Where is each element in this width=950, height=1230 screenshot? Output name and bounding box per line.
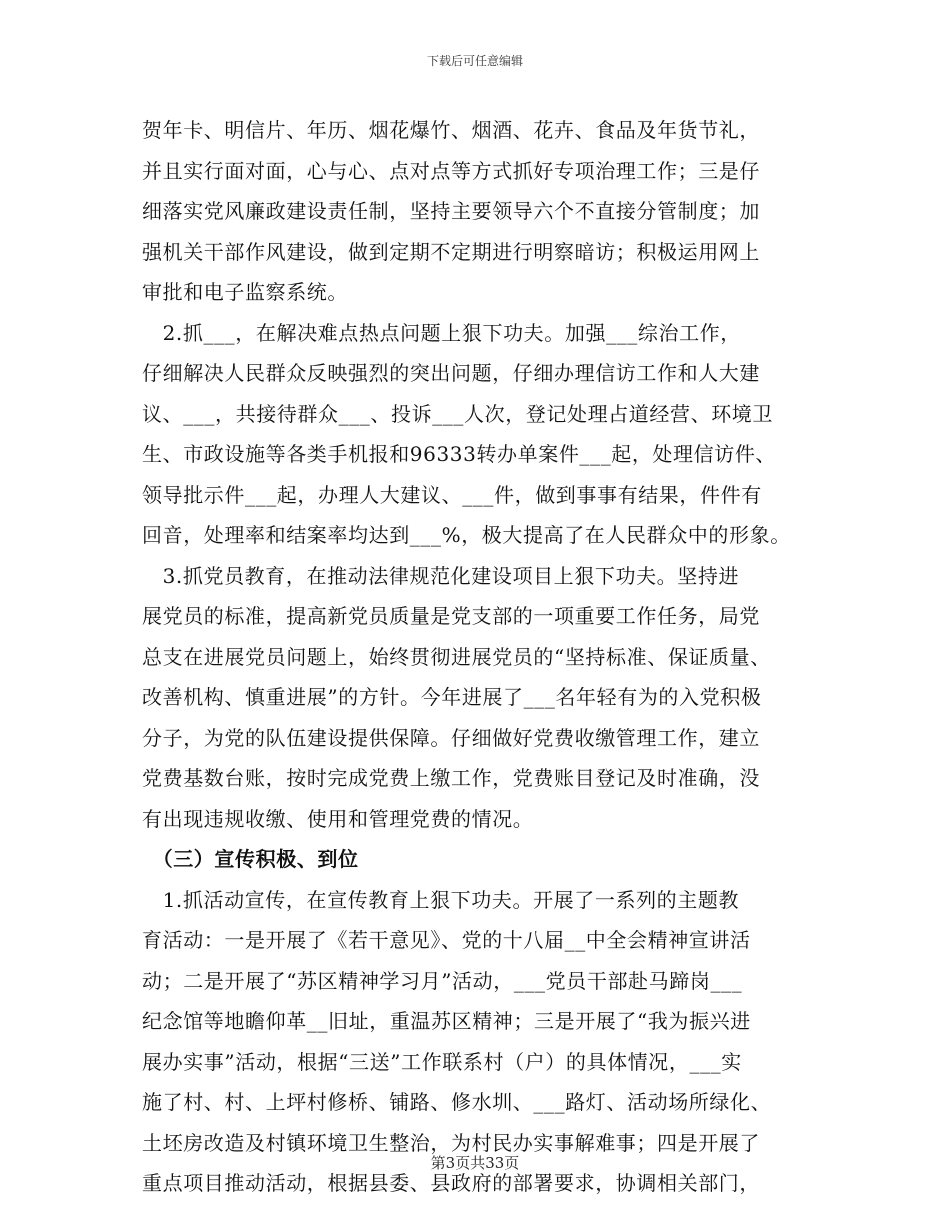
section-heading: （三）宣传积极、到位 — [142, 847, 359, 871]
text-line: 有出现违规收缴、使用和管理党费的情况。 — [142, 806, 534, 831]
text-line: 强机关干部作风建设，做到定期不定期进行明察暗访；积极运用网上 — [142, 239, 760, 264]
page-footer: 第3页共33页 — [430, 1154, 520, 1172]
text-line: 动；二是开展了“苏区精神学习月”活动，___党员干部赴马蹄岗___ — [142, 968, 743, 993]
text-line: 施了村、村、上坪村修桥、铺路、修水圳、___路灯、活动场所绿化、 — [142, 1090, 772, 1114]
text-line: 土坯房改造及村镇环境卫生整治，为村民办实事解难事；四是开展了 — [142, 1130, 760, 1155]
text-line: 纪念馆等地瞻仰革__旧址，重温苏区精神；三是开展了“我为振兴进 — [142, 1009, 751, 1033]
text-line: 重点项目推动活动，根据县委、县政府的部署要求，协调相关部门， — [142, 1171, 760, 1195]
text-line: 党费基数台账，按时完成党费上缴工作，党费账目登记及时准确，没 — [142, 766, 760, 790]
text-line: 分子，为党的队伍建设提供保障。仔细做好党费收缴管理工作，建立 — [142, 725, 760, 750]
text-line: 回音，处理率和结案率均达到___%，极大提高了在人民群众中的形象。 — [142, 523, 791, 547]
text-line: 仔细解决人民群众反映强烈的突出问题，仔细办理信访工作和人大建 — [142, 361, 760, 385]
text-line: 并且实行面对面，心与心、点对点等方式抓好专项治理工作；三是仔 — [142, 158, 760, 183]
text-line: 审批和电子监察系统。 — [142, 280, 348, 304]
document-body — [142, 110, 807, 1204]
text-line: 贺年卡、明信片、年历、烟花爆竹、烟酒、花卉、食品及年货节礼， — [142, 118, 760, 142]
text-line: 领导批示件___起，办理人大建议、___件，做到事事有结果，件件有 — [142, 482, 762, 507]
page-header: 下载后可任意编辑 — [426, 54, 523, 68]
text-line: 议、___，共接待群众___、投诉___人次，登记处理占道经营、环境卫 — [142, 401, 773, 426]
text-line: 细落实党风廉政建设责任制，坚持主要领导六个不直接分管制度；加 — [142, 199, 760, 223]
text-line: 展办实事”活动，根据“三送”工作联系村（户）的具体情况，___实 — [142, 1049, 742, 1074]
paragraph-start-line: 2.抓___，在解决难点热点问题上狠下功夫。加强___综治工作， — [142, 320, 741, 345]
text-line: 总支在进展党员问题上，始终贯彻进展党员的“坚持标准、保证质量、 — [142, 644, 771, 669]
text-line: 生、市政设施等各类手机报和96333转办单案件___起，处理信访件、 — [142, 442, 777, 466]
text-line: 改善机构、慎重进展”的方针。今年进展了___名年轻有为的入党积极 — [142, 685, 762, 709]
paragraph-start-line: 3.抓党员教育，在推动法律规范化建设项目上狠下功夫。坚持进 — [142, 563, 740, 588]
text-line: 育活动：一是开展了《若干意见》、党的十八届__中全会精神宣讲活 — [142, 928, 751, 952]
paragraph-start-line: 1.抓活动宣传，在宣传教育上狠下功夫。开展了一系列的主题教 — [142, 887, 740, 912]
text-line: 展党员的标准，提高新党员质量是党支部的一项重要工作任务，局党 — [142, 604, 760, 628]
